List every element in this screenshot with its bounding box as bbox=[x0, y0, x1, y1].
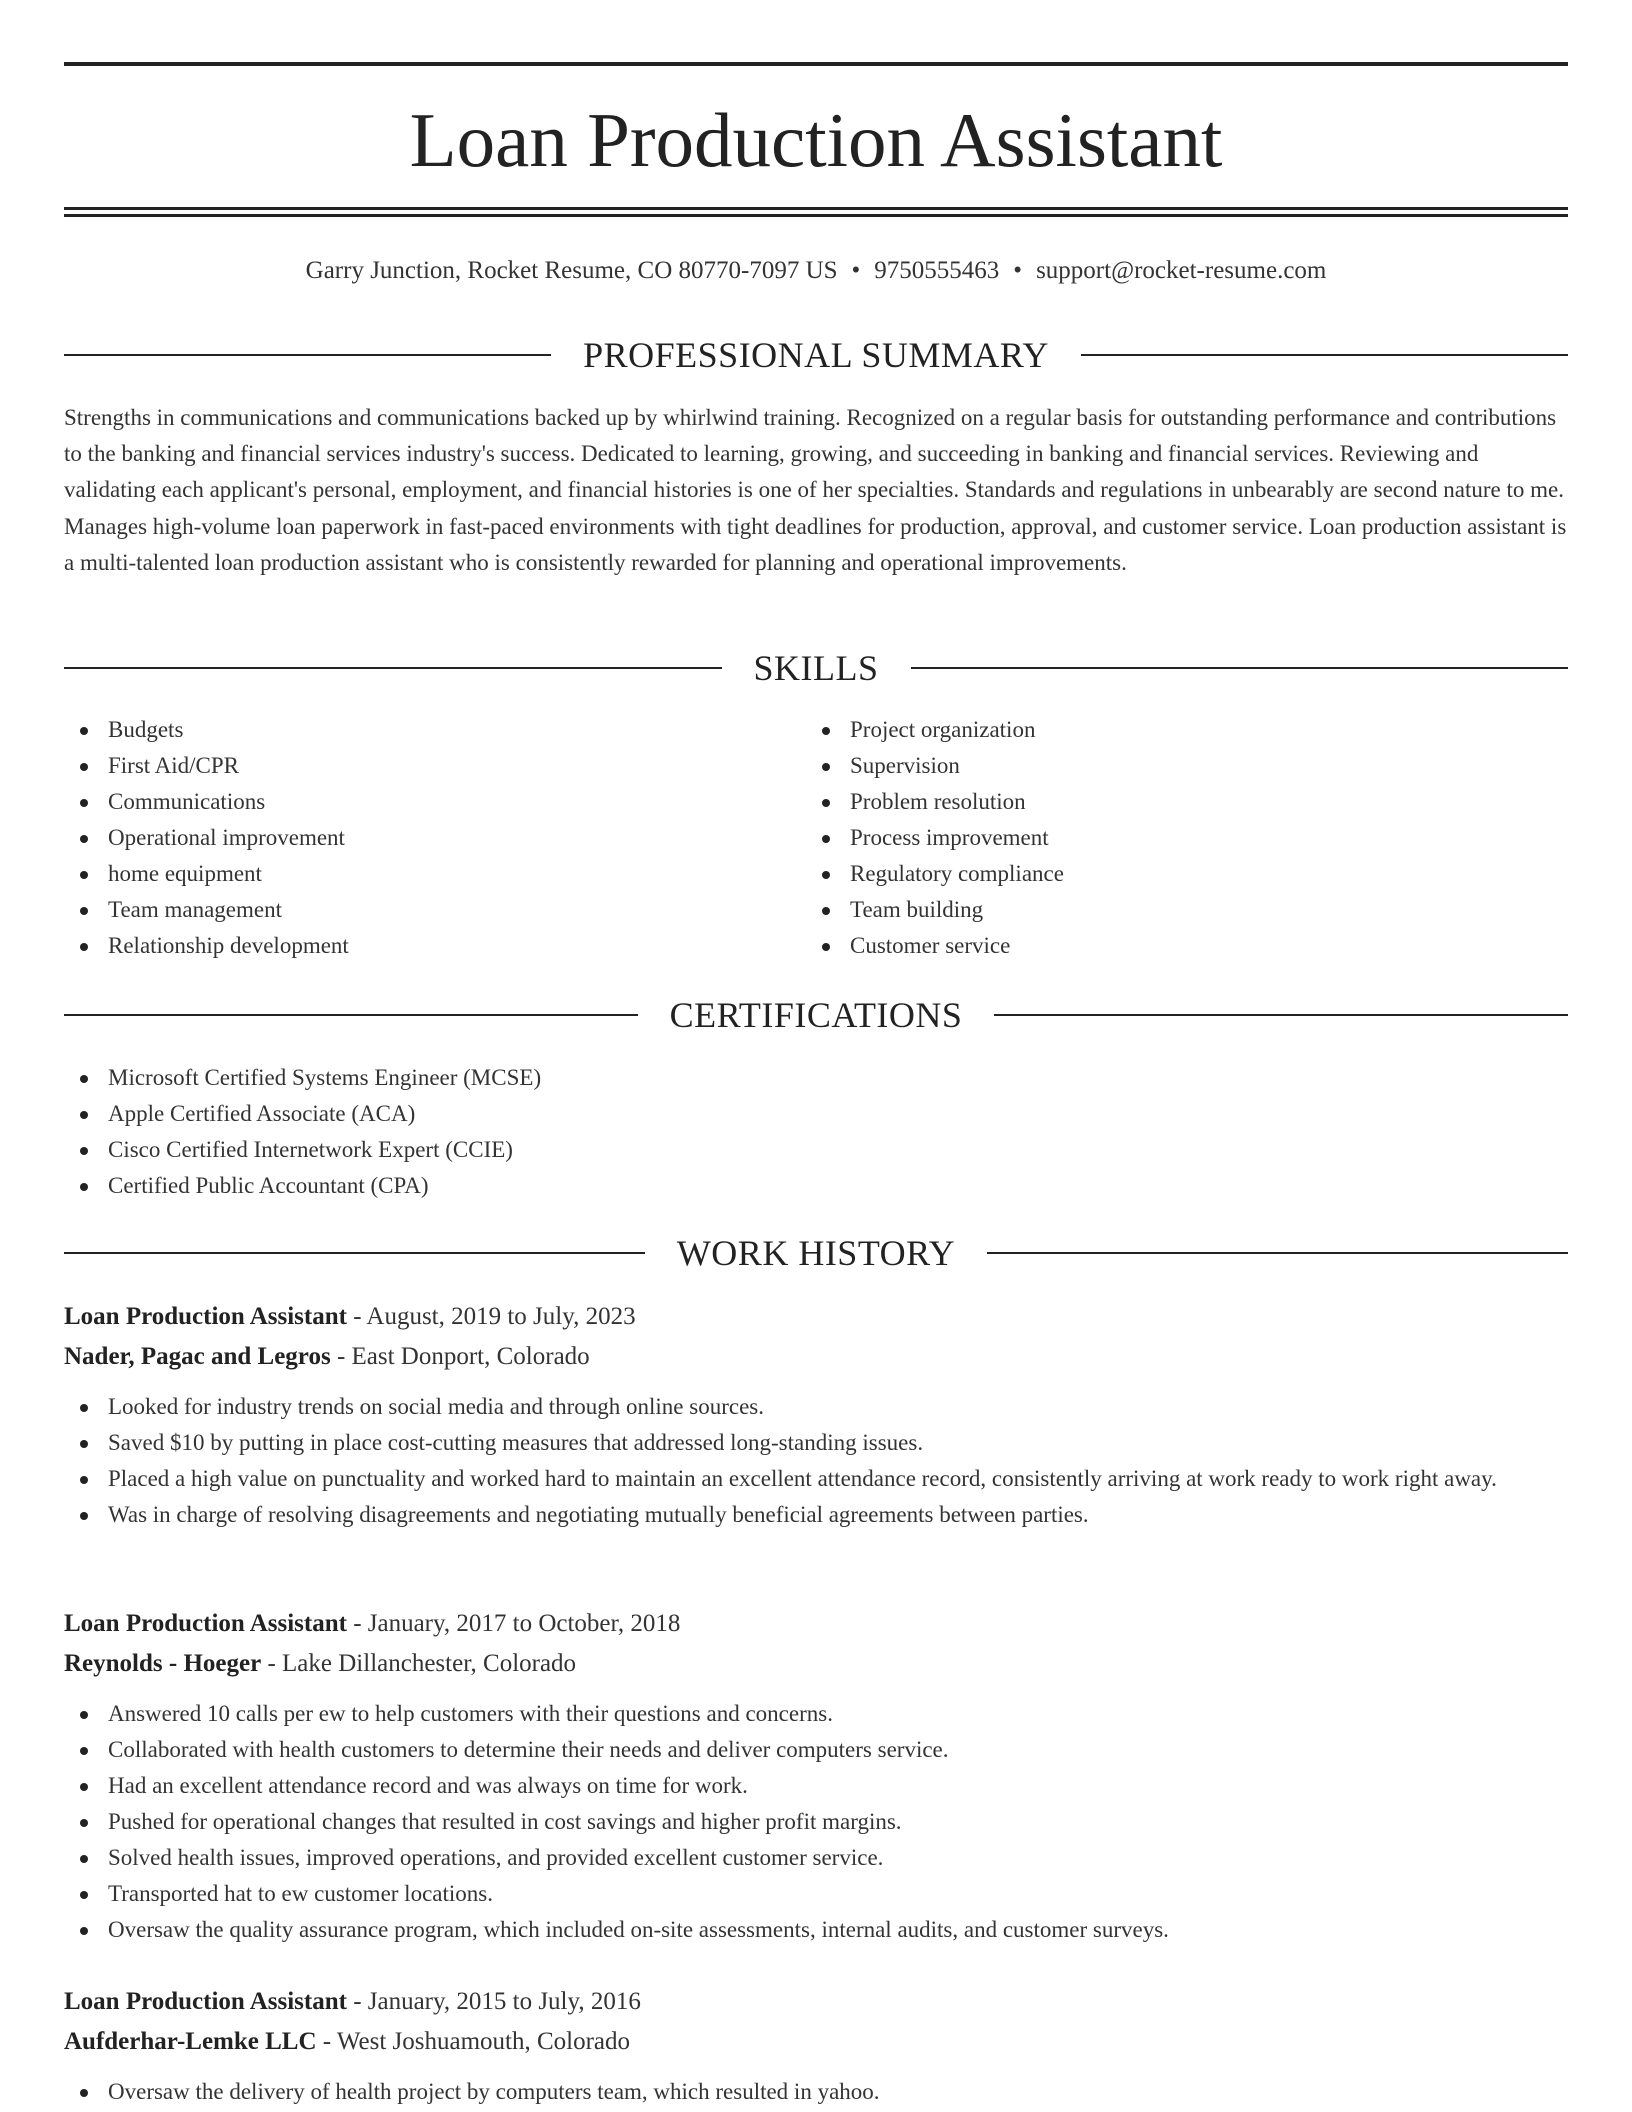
header-double-rule bbox=[64, 207, 1568, 217]
certification-item: Cisco Certified Internetwork Expert (CCIE) bbox=[64, 1132, 541, 1168]
job-bullet: Answered 10 calls per ew to help customers with their questions and concerns. bbox=[64, 1696, 1568, 1732]
contact-separator: • bbox=[1013, 257, 1023, 284]
contact-line bbox=[64, 254, 1568, 288]
heading-rule bbox=[64, 1252, 645, 1254]
job-location: - East Donport, Colorado bbox=[330, 1343, 590, 1370]
certifications-list-wrap bbox=[64, 1060, 541, 1204]
skill-item: Relationship development bbox=[64, 928, 764, 964]
job-bullet: Transported hat to ew customer locations. bbox=[64, 1876, 1568, 1912]
job-title-line bbox=[64, 1297, 1568, 1337]
heading-rule bbox=[1081, 354, 1568, 356]
certifications-list bbox=[64, 1060, 541, 1204]
skill-item: Problem resolution bbox=[806, 784, 1506, 820]
job-bullet: Had an excellent attendance record and was always on time for work. bbox=[64, 1768, 1568, 1804]
skills-left-column bbox=[64, 712, 764, 964]
skill-item: Operational improvement bbox=[64, 820, 764, 856]
job-bullets bbox=[64, 1389, 1568, 1533]
job-company: Nader, Pagac and Legros bbox=[64, 1343, 331, 1370]
job-entry bbox=[64, 1982, 1568, 2110]
job-company: Aufderhar-Lemke LLC bbox=[64, 2028, 317, 2055]
certification-item: Microsoft Certified Systems Engineer (MCSE) bbox=[64, 1060, 541, 1096]
job-dates: - January, 2015 to July, 2016 bbox=[346, 1988, 641, 2015]
job-company-line bbox=[64, 1644, 1568, 1684]
job-company-line bbox=[64, 1337, 1568, 1377]
job-company-line bbox=[64, 2022, 1568, 2062]
skill-item: Budgets bbox=[64, 712, 764, 748]
summary-heading-text: PROFESSIONAL SUMMARY bbox=[583, 335, 1049, 375]
skill-item: Customer service bbox=[806, 928, 1506, 964]
job-bullet: Saved $10 by putting in place cost-cutting measures that addressed long-standing issues. bbox=[64, 1425, 1568, 1461]
job-bullet: Collaborated with health customers to determine their needs and deliver computers service. bbox=[64, 1732, 1568, 1768]
job-entry bbox=[64, 1604, 1568, 1948]
skill-item: Regulatory compliance bbox=[806, 856, 1506, 892]
job-bullet: Placed a high value on punctuality and worked hard to maintain an excellent attendance record, consistently arriving at work ready to work right away. bbox=[64, 1461, 1568, 1497]
skills-right-list bbox=[806, 712, 1506, 964]
skills-heading bbox=[64, 643, 1568, 693]
skill-item: First Aid/CPR bbox=[64, 748, 764, 784]
skill-item: Project organization bbox=[806, 712, 1506, 748]
resume-title: Loan Production Assistant bbox=[409, 97, 1223, 183]
skills-right-column bbox=[806, 712, 1506, 964]
contact-separator: • bbox=[851, 257, 861, 284]
job-title: Loan Production Assistant bbox=[64, 1303, 347, 1330]
job-bullets bbox=[64, 2074, 1568, 2110]
contact-address: Garry Junction, Rocket Resume, CO 80770-7097 US bbox=[305, 257, 838, 284]
job-bullet: Looked for industry trends on social media and through online sources. bbox=[64, 1389, 1568, 1425]
job-bullets bbox=[64, 1696, 1568, 1948]
job-dates: - January, 2017 to October, 2018 bbox=[346, 1610, 681, 1637]
job-bullet: Oversaw the delivery of health project by computers team, which resulted in yahoo. bbox=[64, 2074, 1568, 2110]
job-company: Reynolds - Hoeger bbox=[64, 1650, 262, 1677]
job-bullet: Oversaw the quality assurance program, which included on-site assessments, internal audits, and customer surveys. bbox=[64, 1912, 1568, 1948]
skills-heading-text: SKILLS bbox=[753, 648, 879, 688]
skill-item: Process improvement bbox=[806, 820, 1506, 856]
job-entry bbox=[64, 1297, 1568, 1533]
heading-rule bbox=[994, 1014, 1568, 1016]
heading-rule bbox=[64, 667, 722, 669]
summary-heading bbox=[64, 330, 1568, 380]
heading-rule bbox=[911, 667, 1569, 669]
header-top-rule bbox=[64, 62, 1568, 66]
certifications-heading bbox=[64, 990, 1568, 1040]
job-bullet: Pushed for operational changes that resulted in cost savings and higher profit margins. bbox=[64, 1804, 1568, 1840]
skill-item: Communications bbox=[64, 784, 764, 820]
skill-item: Team building bbox=[806, 892, 1506, 928]
job-location: - Lake Dillanchester, Colorado bbox=[261, 1650, 577, 1677]
certifications-heading-text: CERTIFICATIONS bbox=[669, 995, 963, 1035]
skills-left-list bbox=[64, 712, 764, 964]
job-title-line bbox=[64, 1604, 1568, 1644]
certification-item: Apple Certified Associate (ACA) bbox=[64, 1096, 541, 1132]
job-bullet: Was in charge of resolving disagreements and negotiating mutually beneficial agreements between parties. bbox=[64, 1497, 1568, 1533]
skill-item: Team management bbox=[64, 892, 764, 928]
summary-text: Strengths in communications and communications backed up by whirlwind training. Recognized on a regular basis for outstanding performance and contributions to the banking and financial services industry's success. Dedicated to learning, growing, and succeeding in banking and financial services. Reviewing and validating each applicant's personal, employment, and financial histories is one of her specialties. Standards and regulations in unbearably are second nature to me. Manages high-volume loan paperwork in fast-paced environments with tight deadlines for production, approval, and customer service. Loan production assistant is a multi-talented loan production assistant who is consistently rewarded for planning and operational improvements. bbox=[64, 405, 1567, 575]
certification-item: Certified Public Accountant (CPA) bbox=[64, 1168, 541, 1204]
job-dates: - August, 2019 to July, 2023 bbox=[346, 1303, 636, 1330]
skill-item: Supervision bbox=[806, 748, 1506, 784]
job-bullet: Solved health issues, improved operations, and provided excellent customer service. bbox=[64, 1840, 1568, 1876]
skill-item: home equipment bbox=[64, 856, 764, 892]
work-history-heading bbox=[64, 1228, 1568, 1278]
contact-phone: 9750555463 bbox=[874, 257, 1000, 284]
job-title: Loan Production Assistant bbox=[64, 1988, 347, 2015]
job-location: - West Joshuamouth, Colorado bbox=[316, 2028, 631, 2055]
job-title-line bbox=[64, 1982, 1568, 2022]
heading-rule bbox=[64, 1014, 638, 1016]
work-history-heading-text: WORK HISTORY bbox=[676, 1233, 956, 1273]
job-title: Loan Production Assistant bbox=[64, 1610, 347, 1637]
heading-rule bbox=[987, 1252, 1568, 1254]
contact-email: support@rocket-resume.com bbox=[1036, 257, 1327, 284]
heading-rule bbox=[64, 354, 551, 356]
